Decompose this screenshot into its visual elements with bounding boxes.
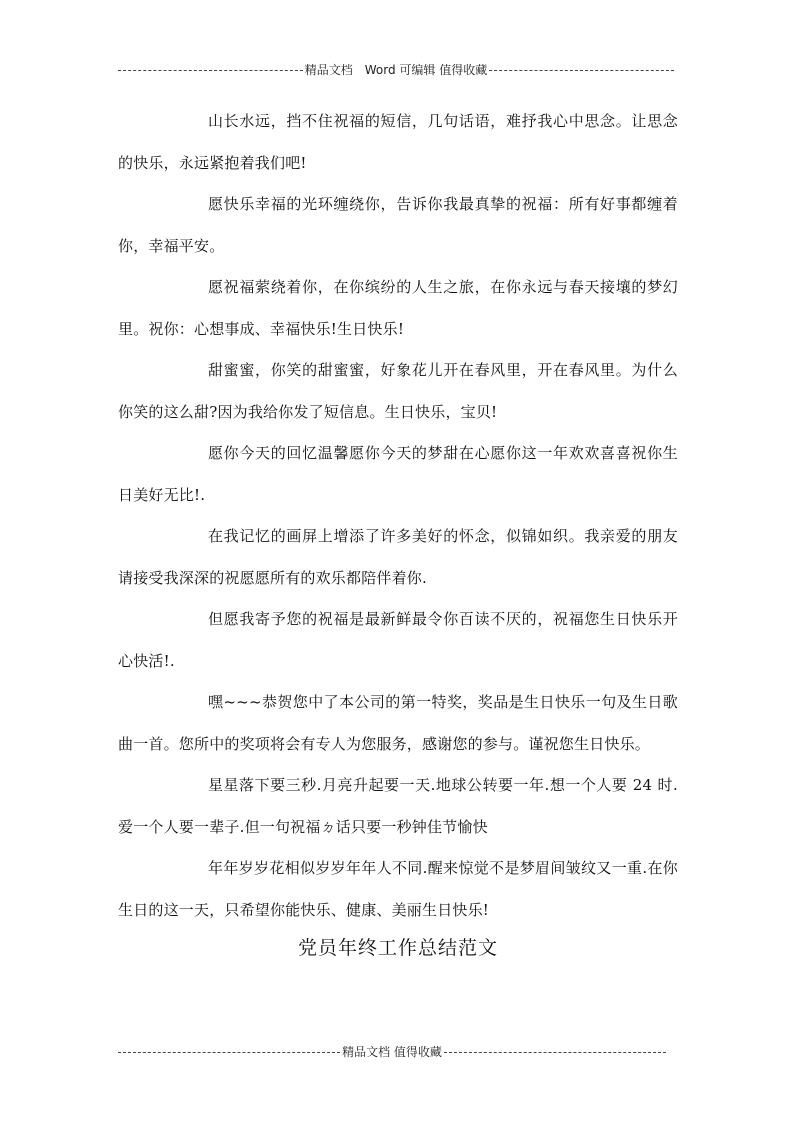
paragraph: 年年岁岁花相似岁岁年年人不同.醒来惊觉不是梦眉间皱纹又一重.在你生日的这一天，只希望你能快乐、健康、美丽生日快乐! bbox=[118, 859, 678, 919]
paragraph: 在我记忆的画屏上增添了许多美好的怀念，似锦如织。我亲爱的朋友请接受我深深的祝愿愿所有的欢乐都陪伴着你. bbox=[118, 527, 678, 587]
header-dash-left bbox=[118, 70, 303, 71]
document-body bbox=[118, 101, 678, 931]
paragraph: 星星落下要三秒.月亮升起要一天.地球公转要一年.想一个人要 24 时.爱一个人要一辈子.但一句祝福ㄉ话只要一秒钟佳节愉快 bbox=[118, 776, 678, 836]
paragraph: 山长水远，挡不住祝福的短信，几句话语，难抒我心中思念。让思念的快乐，永远紧抱着我们吧! bbox=[118, 112, 678, 172]
footer-text: 精品文档 值得收藏 bbox=[342, 1045, 442, 1059]
page-header bbox=[118, 61, 674, 78]
document-title: 党员年终工作总结范文 bbox=[297, 937, 498, 959]
header-text: 精品文档 Word 可编辑 值得收藏 bbox=[304, 63, 488, 77]
paragraph: 愿你今天的回忆温馨愿你今天的梦甜在心愿你这一年欢欢喜喜祝你生日美好无比!. bbox=[118, 444, 678, 504]
paragraph: 愿祝福萦绕着你，在你缤纷的人生之旅，在你永远与春天接壤的梦幻里。祝你：心想事成、幸福快乐!生日快乐! bbox=[118, 278, 678, 338]
header-dash-right bbox=[489, 70, 674, 71]
footer-dash-right bbox=[444, 1052, 666, 1053]
footer-dash-left bbox=[118, 1052, 340, 1053]
paragraph: 但愿我寄予您的祝福是最新鲜最令你百读不厌的，祝福您生日快乐开心快活!. bbox=[118, 610, 678, 670]
paragraph: 嘿~~~恭贺您中了本公司的第一特奖，奖品是生日快乐一句及生日歌曲一首。您所中的奖项将会有专人为您服务，感谢您的参与。谨祝您生日快乐。 bbox=[118, 693, 678, 753]
paragraph: 甜蜜蜜，你笑的甜蜜蜜，好象花儿开在春风里，开在春风里。为什么你笑的这么甜?因为我给你发了短信息。生日快乐，宝贝! bbox=[118, 361, 678, 421]
paragraph: 愿快乐幸福的光环缠绕你，告诉你我最真挚的祝福：所有好事都缠着你，幸福平安。 bbox=[118, 195, 678, 255]
page-footer bbox=[118, 1043, 666, 1060]
